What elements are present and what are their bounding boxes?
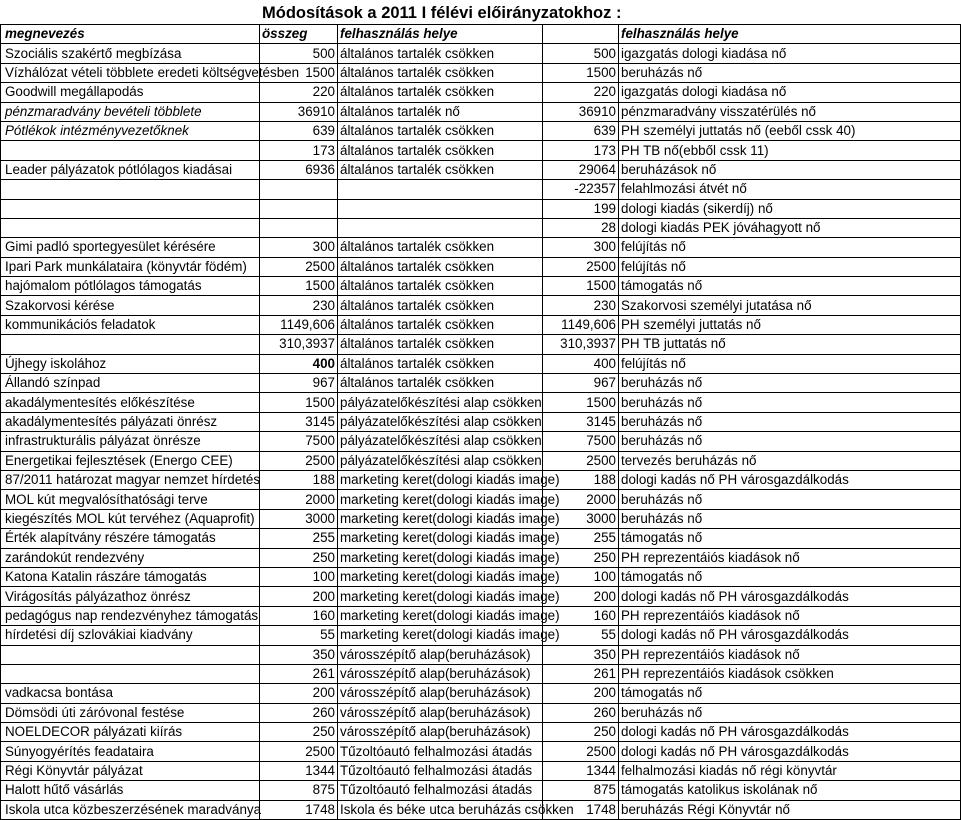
cell-name: Ipari Park munkálataira (könyvtár födém) xyxy=(1,257,260,276)
header-amount: összeg xyxy=(260,25,338,44)
cell-name: MOL kút megvalósíthatósági terve xyxy=(1,490,260,509)
cell-source: Iskola és béke utca beruházás csökken xyxy=(338,800,543,819)
cell-source: marketing keret(dologi kiadás image) xyxy=(338,567,543,586)
cell-name: Súnyogyérítés feadataira xyxy=(1,742,260,761)
cell-name: Dömsödi úti záróvonal festése xyxy=(1,703,260,722)
cell-use: dologi kadás nő PH városgazdálkodás xyxy=(619,626,961,645)
table-row xyxy=(1,470,961,489)
table-row xyxy=(1,218,961,237)
modifications-table xyxy=(0,24,961,820)
cell-source: általános tartalék csökken xyxy=(338,277,543,296)
cell-use: PH reprezentáiós kiadások nő xyxy=(619,606,961,625)
cell-use: PH személyi juttatás nő xyxy=(619,315,961,334)
cell-use: pénzmaradvány visszatérülés nő xyxy=(619,102,961,121)
cell-source: általános tartalék csökken xyxy=(338,141,543,160)
cell-amount-2: 255 xyxy=(543,529,619,548)
table-row xyxy=(1,277,961,296)
cell-name: hajómalom pótlólagos támogatás xyxy=(1,277,260,296)
cell-amount-2: 2500 xyxy=(543,742,619,761)
cell-use: beruházás nő xyxy=(619,63,961,82)
cell-amount xyxy=(260,199,338,218)
cell-source: pályázatelőkészítési alap csökken xyxy=(338,412,543,431)
table-row xyxy=(1,800,961,819)
table-row xyxy=(1,451,961,470)
cell-source: városszépítő alap(beruházások) xyxy=(338,645,543,664)
cell-amount-2: 200 xyxy=(543,587,619,606)
cell-amount: 255 xyxy=(260,529,338,548)
cell-amount-2: 639 xyxy=(543,121,619,140)
cell-source: marketing keret(dologi kiadás image) xyxy=(338,626,543,645)
table-row xyxy=(1,548,961,567)
header-use: felhasználás helye xyxy=(619,25,961,44)
cell-name: Régi Könyvtár pályázat xyxy=(1,761,260,780)
header-row xyxy=(1,25,961,44)
cell-name: Halott hűtő vásárlás xyxy=(1,781,260,800)
cell-name: Virágosítás pályázathoz önrész xyxy=(1,587,260,606)
cell-use: dologi kiadás (sikerdíj) nő xyxy=(619,199,961,218)
cell-source: általános tartalék csökken xyxy=(338,44,543,63)
cell-use: beruházás nő xyxy=(619,412,961,431)
table-row xyxy=(1,490,961,509)
table-row xyxy=(1,160,961,179)
cell-use: beruházás nő xyxy=(619,490,961,509)
cell-source: városszépítő alap(beruházások) xyxy=(338,703,543,722)
cell-source: Tűzoltóautó felhalmozási átadás xyxy=(338,761,543,780)
cell-amount: 310,3937 xyxy=(260,335,338,354)
cell-use: dologi kadás nő PH városgazdálkodás xyxy=(619,742,961,761)
cell-use: beruházás nő xyxy=(619,703,961,722)
cell-source xyxy=(338,199,543,218)
cell-amount-2: 1748 xyxy=(543,800,619,819)
cell-name: Katona Katalin rászáre támogatás xyxy=(1,567,260,586)
cell-amount-2: 1500 xyxy=(543,393,619,412)
table-row xyxy=(1,63,961,82)
cell-name: pénzmaradvány bevételi többlete xyxy=(1,102,260,121)
cell-use: igazgatás dologi kiadása nő xyxy=(619,83,961,102)
cell-use: beruházás nő xyxy=(619,374,961,393)
cell-source: általános tartalék csökken xyxy=(338,315,543,334)
cell-amount-2: 1149,606 xyxy=(543,315,619,334)
table-row xyxy=(1,781,961,800)
cell-source: pályázatelőkészítési alap csökken xyxy=(338,451,543,470)
cell-amount-2: 350 xyxy=(543,645,619,664)
cell-amount-2: 1344 xyxy=(543,761,619,780)
cell-name: kiegészítés MOL kút tervéhez (Aquaprofit) xyxy=(1,509,260,528)
cell-amount-2: 29064 xyxy=(543,160,619,179)
cell-amount: 875 xyxy=(260,781,338,800)
cell-amount-2: 967 xyxy=(543,374,619,393)
table-row xyxy=(1,335,961,354)
cell-source: marketing keret(dologi kiadás image) xyxy=(338,587,543,606)
cell-name xyxy=(1,141,260,160)
cell-amount: 1344 xyxy=(260,761,338,780)
cell-source: marketing keret(dologi kiadás image) xyxy=(338,606,543,625)
table-row xyxy=(1,412,961,431)
cell-amount-2: 400 xyxy=(543,354,619,373)
cell-name: akadálymentesítés pályázati önrész xyxy=(1,412,260,431)
cell-amount: 100 xyxy=(260,567,338,586)
cell-source: általános tartalék nő xyxy=(338,102,543,121)
table-row xyxy=(1,587,961,606)
cell-source: városszépítő alap(beruházások) xyxy=(338,664,543,683)
cell-name: hírdetési díj szlovákiai kiadvány xyxy=(1,626,260,645)
cell-amount-2: 1500 xyxy=(543,63,619,82)
cell-name: NOELDECOR pályázati kiírás xyxy=(1,723,260,742)
table-row xyxy=(1,180,961,199)
cell-amount-2: 2000 xyxy=(543,490,619,509)
cell-source: általános tartalék csökken xyxy=(338,121,543,140)
table-row xyxy=(1,529,961,548)
cell-amount: 260 xyxy=(260,703,338,722)
cell-source xyxy=(338,218,543,237)
cell-source: marketing keret(dologi kiadás image) xyxy=(338,529,543,548)
cell-use: támogatás nő xyxy=(619,277,961,296)
cell-use: felahlmozási átvét nő xyxy=(619,180,961,199)
table-row xyxy=(1,141,961,160)
cell-source: marketing keret(dologi kiadás image) xyxy=(338,548,543,567)
cell-amount-2: 2500 xyxy=(543,451,619,470)
cell-name: 87/2011 határozat magyar nemzet hírdetés xyxy=(1,470,260,489)
cell-source: pályázatelőkészítési alap csökken xyxy=(338,393,543,412)
cell-name: infrastrukturális pályázat önrésze xyxy=(1,432,260,451)
cell-source: általános tartalék csökken xyxy=(338,238,543,257)
cell-use: dologi kadás nő PH városgazdálkodás xyxy=(619,587,961,606)
cell-use: igazgatás dologi kiadása nő xyxy=(619,44,961,63)
cell-amount: 500 xyxy=(260,44,338,63)
cell-amount: 200 xyxy=(260,684,338,703)
cell-use: tervezés beruházás nő xyxy=(619,451,961,470)
cell-name: Pótlékok intézményvezetőknek xyxy=(1,121,260,140)
cell-amount xyxy=(260,218,338,237)
cell-use: beruházás nő xyxy=(619,393,961,412)
cell-amount-2: 250 xyxy=(543,723,619,742)
cell-source: marketing keret(dologi kiadás image) xyxy=(338,490,543,509)
cell-amount-2: 199 xyxy=(543,199,619,218)
cell-amount: 2500 xyxy=(260,257,338,276)
cell-use: támogatás nő xyxy=(619,567,961,586)
cell-use: PH TB juttatás nő xyxy=(619,335,961,354)
table-row xyxy=(1,199,961,218)
table-row xyxy=(1,723,961,742)
cell-use: Szakorvosi személyi jutatása nő xyxy=(619,296,961,315)
cell-source: Tűzoltóautó felhalmozási átadás xyxy=(338,781,543,800)
cell-amount-2: 230 xyxy=(543,296,619,315)
cell-amount xyxy=(260,180,338,199)
cell-amount-2: 3145 xyxy=(543,412,619,431)
cell-source: pályázatelőkészítési alap csökken xyxy=(338,432,543,451)
cell-amount: 1500 xyxy=(260,393,338,412)
cell-source: marketing keret(dologi kiadás image) xyxy=(338,470,543,489)
sheet-title: Módosítások a 2011 I félévi előirányzatokhoz : xyxy=(262,4,622,22)
cell-name: Iskola utca közbeszerzésének maradványa xyxy=(1,800,260,819)
cell-source: általános tartalék csökken xyxy=(338,296,543,315)
cell-amount-2: -22357 xyxy=(543,180,619,199)
table-row xyxy=(1,761,961,780)
table-row xyxy=(1,645,961,664)
cell-name xyxy=(1,335,260,354)
cell-amount-2: 55 xyxy=(543,626,619,645)
cell-amount: 1500 xyxy=(260,277,338,296)
cell-source: általános tartalék csökken xyxy=(338,335,543,354)
cell-name: Újhegy iskolához xyxy=(1,354,260,373)
cell-amount: 188 xyxy=(260,470,338,489)
cell-use: dologi kiadás PEK jóváhagyott nő xyxy=(619,218,961,237)
cell-amount-2: 300 xyxy=(543,238,619,257)
cell-use: PH TB nő(ebből cssk 11) xyxy=(619,141,961,160)
cell-amount: 230 xyxy=(260,296,338,315)
cell-name: Energetikai fejlesztések (Energo CEE) xyxy=(1,451,260,470)
cell-use: felújítás nő xyxy=(619,238,961,257)
cell-use: támogatás nő xyxy=(619,529,961,548)
cell-name: Goodwill megállapodás xyxy=(1,83,260,102)
table-row xyxy=(1,626,961,645)
cell-use: felújítás nő xyxy=(619,257,961,276)
cell-use: dologi kadás nő PH városgazdálkodás xyxy=(619,470,961,489)
cell-amount: 3145 xyxy=(260,412,338,431)
cell-name: akadálymentesítés előkészítése xyxy=(1,393,260,412)
header-amount-2 xyxy=(543,25,619,44)
cell-source: városszépítő alap(beruházások) xyxy=(338,684,543,703)
cell-use: PH reprezentáiós kiadások csökken xyxy=(619,664,961,683)
table-row xyxy=(1,664,961,683)
table-row xyxy=(1,567,961,586)
table-row xyxy=(1,315,961,334)
cell-source: általános tartalék csökken xyxy=(338,374,543,393)
cell-amount-2: 310,3937 xyxy=(543,335,619,354)
cell-amount: 7500 xyxy=(260,432,338,451)
cell-source: Tűzoltóautó felhalmozási átadás xyxy=(338,742,543,761)
table-row xyxy=(1,44,961,63)
cell-amount: 3000 xyxy=(260,509,338,528)
cell-use: támogatás katolikus iskolának nő xyxy=(619,781,961,800)
cell-amount: 200 xyxy=(260,587,338,606)
cell-amount-2: 260 xyxy=(543,703,619,722)
table-row xyxy=(1,257,961,276)
cell-amount: 300 xyxy=(260,238,338,257)
cell-name: pedagógus nap rendezvényhez támogatás xyxy=(1,606,260,625)
cell-name: Leader pályázatok pótlólagos kiadásai xyxy=(1,160,260,179)
cell-use: beruházás nő xyxy=(619,432,961,451)
cell-source: általános tartalék csökken xyxy=(338,63,543,82)
table-row xyxy=(1,684,961,703)
table-row xyxy=(1,83,961,102)
cell-amount: 250 xyxy=(260,548,338,567)
table-row xyxy=(1,296,961,315)
cell-name: Szociális szakértő megbízása xyxy=(1,44,260,63)
cell-amount: 1748 xyxy=(260,800,338,819)
cell-source: általános tartalék csökken xyxy=(338,83,543,102)
cell-amount: 173 xyxy=(260,141,338,160)
cell-name: Vízhálózat vételi többlete eredeti költségvetésben xyxy=(1,63,260,82)
table-row xyxy=(1,238,961,257)
cell-source: általános tartalék csökken xyxy=(338,257,543,276)
cell-amount: 2000 xyxy=(260,490,338,509)
header-source: felhasználás helye xyxy=(338,25,543,44)
cell-amount: 967 xyxy=(260,374,338,393)
table-row xyxy=(1,354,961,373)
cell-name: vadkacsa bontása xyxy=(1,684,260,703)
cell-source xyxy=(338,180,543,199)
cell-amount-2: 173 xyxy=(543,141,619,160)
table-row xyxy=(1,509,961,528)
cell-use: támogatás nő xyxy=(619,684,961,703)
cell-name: Gimi padló sportegyesület kérésére xyxy=(1,238,260,257)
cell-use: PH reprezentáiós kiadások nő xyxy=(619,548,961,567)
cell-name xyxy=(1,218,260,237)
cell-name xyxy=(1,645,260,664)
cell-amount: 160 xyxy=(260,606,338,625)
cell-amount: 6936 xyxy=(260,160,338,179)
cell-use: beruházás Régi Könyvtár nő xyxy=(619,800,961,819)
header-name: megnevezés xyxy=(1,25,260,44)
cell-amount-2: 875 xyxy=(543,781,619,800)
cell-amount-2: 3000 xyxy=(543,509,619,528)
cell-amount: 220 xyxy=(260,83,338,102)
cell-name: Szakorvosi kérése xyxy=(1,296,260,315)
cell-amount: 36910 xyxy=(260,102,338,121)
cell-use: felújítás nő xyxy=(619,354,961,373)
cell-amount-2: 36910 xyxy=(543,102,619,121)
table-row xyxy=(1,374,961,393)
cell-use: beruházás nő xyxy=(619,509,961,528)
table-row xyxy=(1,393,961,412)
cell-amount: 2500 xyxy=(260,451,338,470)
cell-amount: 261 xyxy=(260,664,338,683)
table-row xyxy=(1,102,961,121)
cell-amount-2: 7500 xyxy=(543,432,619,451)
cell-amount-2: 261 xyxy=(543,664,619,683)
cell-name xyxy=(1,664,260,683)
cell-source: városszépítő alap(beruházások) xyxy=(338,723,543,742)
cell-source: marketing keret(dologi kiadás image) xyxy=(338,509,543,528)
cell-amount: 639 xyxy=(260,121,338,140)
cell-amount-2: 188 xyxy=(543,470,619,489)
cell-amount: 250 xyxy=(260,723,338,742)
cell-use: felhalmozási kiadás nő régi könyvtár xyxy=(619,761,961,780)
cell-amount-2: 250 xyxy=(543,548,619,567)
cell-name: kommunikációs feladatok xyxy=(1,315,260,334)
cell-use: PH reprezentáiós kiadások nő xyxy=(619,645,961,664)
cell-use: dologi kadás nő PH városgazdálkodás xyxy=(619,723,961,742)
cell-amount-2: 160 xyxy=(543,606,619,625)
table-row xyxy=(1,121,961,140)
table-row xyxy=(1,606,961,625)
cell-amount-2: 100 xyxy=(543,567,619,586)
cell-amount-2: 200 xyxy=(543,684,619,703)
table-row xyxy=(1,703,961,722)
cell-use: PH személyi juttatás nő (eeből cssk 40) xyxy=(619,121,961,140)
table-row xyxy=(1,742,961,761)
cell-name xyxy=(1,180,260,199)
cell-amount-2: 220 xyxy=(543,83,619,102)
cell-source: általános tartalék csökken xyxy=(338,160,543,179)
cell-amount-2: 1500 xyxy=(543,277,619,296)
cell-source: általános tartalék csökken xyxy=(338,354,543,373)
cell-amount: 350 xyxy=(260,645,338,664)
cell-amount: 1149,606 xyxy=(260,315,338,334)
cell-amount: 2500 xyxy=(260,742,338,761)
cell-name: Állandó színpad xyxy=(1,374,260,393)
cell-amount: 55 xyxy=(260,626,338,645)
cell-name: zarándokút rendezvény xyxy=(1,548,260,567)
cell-amount: 1500 xyxy=(260,63,338,82)
table-row xyxy=(1,432,961,451)
cell-amount: 400 xyxy=(260,354,338,373)
cell-name xyxy=(1,199,260,218)
cell-amount-2: 2500 xyxy=(543,257,619,276)
cell-amount-2: 28 xyxy=(543,218,619,237)
cell-use: beruházások nő xyxy=(619,160,961,179)
cell-name: Érték alapítvány részére támogatás xyxy=(1,529,260,548)
cell-amount-2: 500 xyxy=(543,44,619,63)
